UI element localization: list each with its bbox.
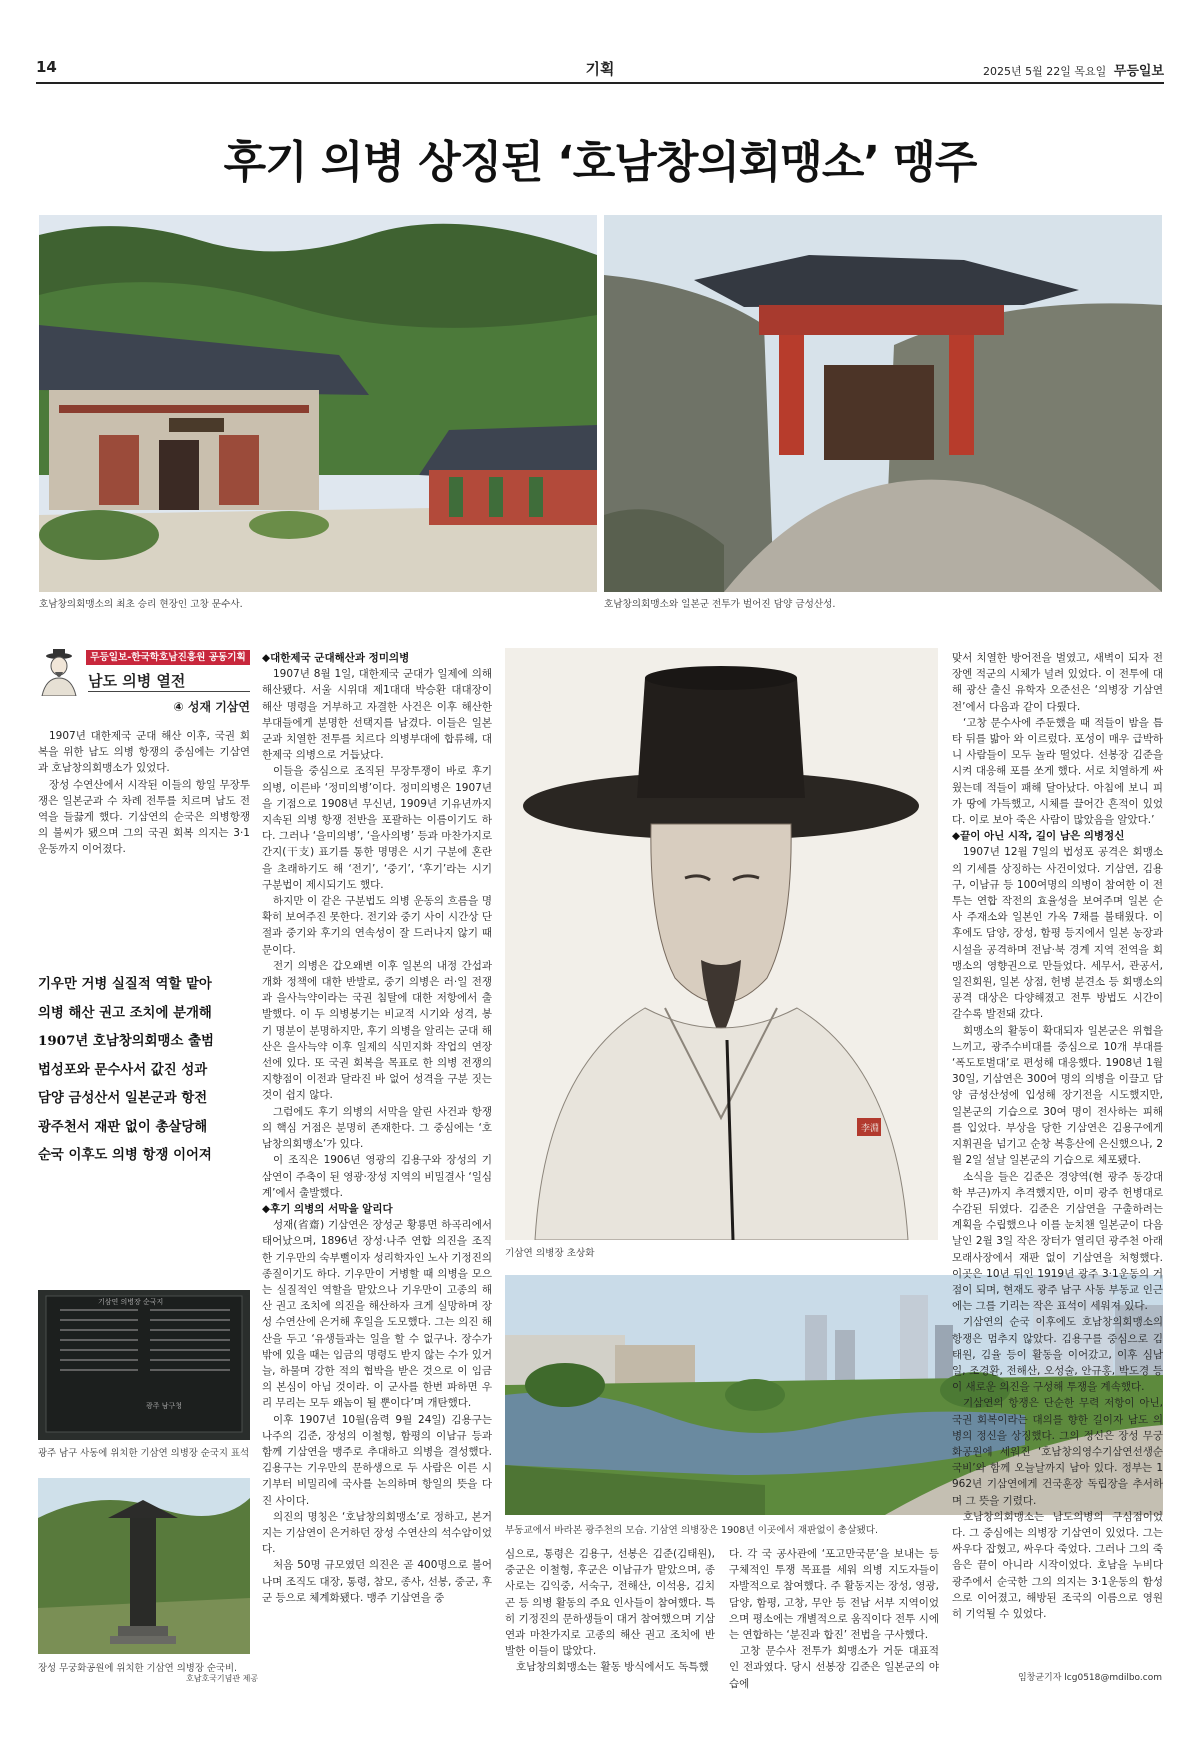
memorial-org: 광주 남구청 xyxy=(146,1402,183,1410)
pullquote-line: 법성포와 문수사서 값진 성과 xyxy=(38,1061,208,1078)
body-paragraph: 하지만 이 같은 구분법도 의병 운동의 흐름을 명확히 보여주진 못한다. 전기와 중기 사이 시간상 단절과 중기와 후기의 연속성이 잘 드러나지 않기 때문이다. xyxy=(262,895,492,956)
stream-caption: 부동교에서 바라본 광주천의 모습. 기삼연 의병장은 1908년 이곳에서 재판없이 총살됐다. xyxy=(505,1525,879,1536)
body-paragraph: 호남창의회맹소는 활동 방식에서도 독특했 xyxy=(516,1661,709,1674)
issue-date: 2025년 5월 22일 목요일 xyxy=(983,65,1107,78)
series-rule xyxy=(88,691,250,692)
sketch-portrait-icon xyxy=(38,648,80,696)
body-paragraph: 성재(省齋) 기삼연은 장성군 황룡면 하곡리에서 태어났으며, 1896년 장성·나주 연합 의진을 조직한 기우만의 숙부뻘이자 성리학자인 노사 기정진의 종질이기도 하다. 기우만이 거병할 때 의병을 모으는 실질적인 역할을 맡았으나 기우만이 고종의 해산 권고 조치에 의진을 해산하자 크게 실망하며 장성 수연산에 은거해 후일을 도모했다. 그는 의진 해산을 두고 ‘유생들과는 일을 할 수 없구나. 장수가 밖에 있을 때는 임금의 명령도 받지 않는 수가 있거늘, 하물며 강한 적의 협박을 받은 것으로 이 임금의 본심이 아님 것이라. 이 군사를 한번 파하면 우리 무리는 모두 왜놈이 될 뿐이다’며 개탄했다. xyxy=(262,1219,492,1410)
pullquote-line: 의병 해산 권고 조치에 분개해 xyxy=(38,1004,212,1021)
body-column-4 xyxy=(729,1546,939,1692)
series-title: 남도 의병 열전 xyxy=(88,672,186,690)
geumseong-fortress-photo xyxy=(604,215,1162,592)
portrait-seal xyxy=(857,1118,881,1136)
paper-name: 무등일보 xyxy=(1113,64,1164,79)
page-number: 14 xyxy=(36,58,57,76)
body-paragraph: 호남창의회맹소는 남도의병의 구심점이었다. 그 중심에는 의병장 기삼연이 있었다. 그는 싸우다 잡혔고, 싸우다 죽었다. 그러나 그의 죽음은 끝이 아니라 시작이었다. 호남을 누비다 광주에서 순국한 그의 의지는 3·1운동의 함성으로 이어졌고, 해방된 조국의 이름으로 영원히 기억될 수 있었다. xyxy=(952,1510,1163,1620)
header-rule xyxy=(36,82,1164,84)
body-paragraph: 맞서 치열한 방어전을 벌였고, 새벽이 되자 전장엔 적군의 시체가 널려 있었다. 이 전투에 대해 광산 출신 유학자 오준선은 ‘의병장 기삼연전’에서 다음과 같이 다뤘다. xyxy=(952,652,1163,713)
body-paragraph: 의진의 명칭은 ‘호남창의회맹소’로 정하고, 본거지는 기삼연이 은거하던 장성 수연산의 석수암이었다. xyxy=(262,1510,492,1556)
body-paragraph: 다. 각 국 공사관에 ‘포고만국문’을 보내는 등 구체적인 투쟁 목표를 세워 의병 지도자들이 자발적으로 참여했다. 주 활동지는 장성, 영광, 담양, 함평, 고창, 무안 등 전남 서부 지역이었으며 평소에는 개별적으로 움직이다 전투 시에는 연합하는 ‘분진과 합진’ 전법을 구사했다. xyxy=(729,1548,939,1642)
byline: 임창균기자 lcg0518@mdilbo.com xyxy=(1017,1673,1162,1683)
body-paragraph: 고창 문수사 전투가 회맹소가 거둔 대표적인 전과였다. 당시 선봉장 김준은 일본군의 야습에 xyxy=(729,1645,939,1690)
body-paragraph: 기삼연의 항쟁은 단순한 무력 저항이 아닌, 국권 회복이라는 대의를 향한 길이자 남도 의병의 정신을 상징했다. 그의 정신은 장성 무궁화공원에 세워진 ‘호남창의영수기삼연선생순국비’와 함께 오늘날까지 남아 있다. 정부는 1962년 기삼연에게 건국훈장 독립장을 추서하며 그 뜻을 기렸다. xyxy=(952,1397,1163,1507)
top-right-caption: 호남창의회맹소와 일본군 전투가 벌어진 담양 금성산성. xyxy=(604,599,836,610)
body-paragraph: 소식을 들은 김준은 경양역(현 광주 동강대학 부근)까지 추격했지만, 이미 광주 헌병대로 수감된 뒤였다. 김준은 기삼연을 구출하려는 계획을 수립했으나 이를 눈치챈 일본군이 다음 날인 2월 3일 작은 장터가 열리던 광주천 아래 모래사장에서 재판 없이 기삼연을 처형했다. 이곳은 10년 뒤인 1919년 광주 3·1운동의 거점이 되며, 현재도 광주 남구 사동 부동교 인근에는 그를 기리는 작은 표석이 세워져 있다. xyxy=(952,1170,1163,1313)
subheading: ◆후기 의병의 서막을 알리다 xyxy=(262,1202,393,1215)
pullquote-line: 기우만 거병 실질적 역할 맡아 xyxy=(38,976,212,992)
body-paragraph: 1907년 12월 7일의 법성포 공격은 회맹소의 기세를 상징하는 사건이었다. 기삼연, 김용구, 이남규 등 100여명의 의병이 참여한 이 전투는 연합 작전의 효율성을 보여주며 일본 순사 주재소와 일본인 가옥 7채를 불태웠다. 이후에도 담양, 장성, 함평 등지에서 일본 농장과 시설을 공격하며 전남·북 경계 지역 전역을 회맹소의 영향권으로 만들었다. 세무서, 관공서, 일진회원, 일본 상점, 헌병 분견소 등 회맹소의 공격 대상은 다양해졌고 전투 방법도 시간이 갈수록 발전돼 갔다. xyxy=(952,846,1163,1021)
subheading: ◆끝이 아닌 시작, 길이 남은 의병정신 xyxy=(952,830,1125,843)
body-paragraph: 기삼연의 순국 이후에도 호남창의회맹소의 항쟁은 멈추지 않았다. 김용구를 중심으로 김태원, 김율 등이 활동을 이어갔고, 이후 심남일, 조경환, 전해산, 오성술, 안규홍, 박도경 등이 새로운 의진을 구성해 투쟁을 계속했다. xyxy=(952,1316,1163,1394)
body-paragraph: 1907년 8월 1일, 대한제국 군대가 일제에 의해 해산됐다. 서울 시위대 제1대대 박승환 대대장이 해산 명령을 거부하고 자결한 사건은 이후 해산한 부대들에게 분명한 선택지를 남겼다. 이들은 일본군과 치열한 전투를 치르다 의병부대에 합류해, 대한제국 의병으로 거듭났다. xyxy=(262,668,492,762)
section-name: 기획 xyxy=(585,60,615,78)
intro-text xyxy=(38,728,250,858)
body-column-3 xyxy=(505,1546,715,1676)
series-banner: 무등일보-한국학호남진흥원 공동기획 xyxy=(86,650,250,665)
body-paragraph: 이후 1907년 10월(음력 9월 24일) 김용구는 나주의 김준, 장성의 이철형, 함평의 이남규 등과 함께 기삼연을 맹주로 추대하고 의병을 결성했다. 김용구는 기우만의 문하생으로 두 사람은 이른 시기부터 비밀리에 국사를 논의하며 항일의 뜻을 다진 사이다. xyxy=(262,1413,492,1507)
body-paragraph: 처음 50명 규모였던 의진은 곧 400명으로 불어나며 조직도 대장, 통령, 참모, 종사, 선봉, 중군, 후군 등으로 체계화됐다. 맹주 기삼연을 중 xyxy=(262,1559,492,1604)
body-paragraph: 전기 의병은 갑오왜변 이후 일본의 내정 간섭과 개화 정책에 대한 반발로, 중기 의병은 러·일 전쟁과 을사늑약이라는 국권 침탈에 대한 저항에서 출발했다. 이 두 의병봉기는 비교적 시기와 성격, 봉기 명분이 분명하지만, 후기 의병을 알리는 군대 해산은 을사늑약 이후 일제의 식민지화 작업의 연장선에 있다. 또 국권 회복을 목표로 한 의병 전쟁의 지향점이 이전과 달라진 바 없어 성격을 구분 짓는 것이 쉽지 않다. xyxy=(262,959,492,1102)
subheading: ◆대한제국 군대해산과 정미의병 xyxy=(262,652,410,664)
body-paragraph: 이 조직은 1906년 영광의 김용구와 장성의 기삼연이 주축이 된 영광·장성 지역의 비밀결사 ‘일심계’에서 출발했다. xyxy=(262,1154,492,1199)
intro-paragraph: 장성 수연산에서 시작된 이들의 항일 무장투쟁은 일본군과 수 차례 전투를 치르며 남도 전역을 들끓게 했다. 기삼연의 순국은 의병항쟁의 불씨가 됐으며 그의 국권 회복 의지는 3·1운동까지 이어졌다. xyxy=(38,778,250,856)
header-right xyxy=(983,60,1164,79)
pullquote-line: 광주천서 재판 없이 총살당해 xyxy=(38,1118,208,1135)
pullquote-line: 순국 이후도 의병 항쟁 이어져 xyxy=(38,1147,212,1163)
series-box xyxy=(38,648,250,720)
body-paragraph: 그럼에도 후기 의병의 서막을 알린 사건과 항쟁의 핵심 거점은 분명히 존재한다. 그 중심에는 ‘호남창의회맹소’가 있다. xyxy=(262,1105,492,1151)
body-column-5 xyxy=(952,650,1163,1622)
pullquote-line: 1907년 호남창의회맹소 출범 xyxy=(38,1033,214,1049)
headline: 후기 의병 상징된 ‘호남창의회맹소’ 맹주 xyxy=(223,137,977,188)
body-paragraph: 회맹소의 활동이 확대되자 일본군은 위협을 느끼고, 광주수비대를 중심으로 10개 부대를 ‘폭도토벌대’로 편성해 대응했다. 1908년 1월 30일, 기삼연은 300여 명의 의병을 이끌고 담양 금성산성에 입성해 장기전을 시도했지만, 일본군의 기습으로 30여 명이 전사하는 피해를 입었다. 부상을 당한 기삼연은 김용구에게 지휘권을 넘기고 순창 복흥산에 은신했으나, 2월 2일 설날 일본군의 기습으로 체포됐다. xyxy=(952,1024,1163,1167)
memorial-stone-photo xyxy=(38,1290,250,1440)
body-paragraph: ‘고창 문수사에 주둔했을 때 적들이 밤을 틈타 뒤를 밟아 와 이르렀다. 포성이 매우 급박하니 사람들이 모두 놀라 떨었다. 선봉장 김준을 시켜 대응해 포를 쏘게 했다. 서로 치열하게 싸웠는데 적들이 패해 달아났다. 아침에 보니 피가 땅에 가득했고, 시체를 끌어간 흔적이 있었다. 이로 보아 죽은 사람이 많았음을 알았다.’ xyxy=(952,716,1163,827)
svg-text:李淵: 李淵 xyxy=(861,1124,880,1134)
top-left-caption: 호남창의회맹소의 최초 승리 현장인 고창 문수사. xyxy=(39,599,243,610)
body-paragraph: 이들을 중심으로 조직된 무장투쟁이 바로 후기 의병, 이른바 ‘정미의병’이다. 정미의병은 1907년을 기점으로 1908년 무신년, 1909년 기유년까지 지속된 의병 항쟁 전반을 포괄하는 이름이기도 하다. 그러나 ‘을미의병’, ‘을사의병’ 등과 마찬가지로 간지(干支) 표기를 통한 명명은 시기 구분에 혼란을 초래하기도 해 ‘전기’, ‘중기’, ‘후기’라는 시기 구분법이 제시되기도 했다. xyxy=(262,765,492,891)
memorial-caption: 광주 남구 사동에 위치한 기삼연 의병장 순국지 표석 xyxy=(38,1448,250,1459)
gi-samyeon-portrait xyxy=(505,648,938,1240)
munsusa-temple-photo xyxy=(39,215,597,592)
portrait-caption: 기삼연 의병장 초상화 xyxy=(505,1248,595,1259)
monument-credit: 호남호국기념관 제공 xyxy=(186,1674,259,1683)
memorial-inscription: 기삼연 의병장 순국지 xyxy=(98,1298,164,1306)
monument-photo xyxy=(38,1478,250,1654)
pullquote xyxy=(38,970,250,1170)
body-paragraph: 심으로, 통령은 김용구, 선봉은 김준(김태원), 중군은 이철형, 후군은 이남규가 맡았으며, 종사로는 김익중, 서숙구, 전해산, 이석용, 김치곤 등 의병 활동의 주요 인사들이 참여했다. 특히 기정진의 문하생들이 대거 참여했으며 기삼연과 마찬가지로 고종의 해산 권고 조치에 반발한 이들이 많았다. xyxy=(505,1548,715,1658)
pullquote-line: 담양 금성산서 일본군과 항전 xyxy=(38,1090,208,1106)
intro-paragraph: 1907년 대한제국 군대 해산 이후, 국권 회복을 위한 남도 의병 항쟁의 중심에는 기삼연과 호남창의회맹소가 있었다. xyxy=(38,730,250,775)
monument-caption: 장성 무궁화공원에 위치한 기삼연 의병장 순국비. xyxy=(38,1663,238,1674)
series-number-name: ④ 성재 기삼연 xyxy=(173,700,250,714)
body-column-2 xyxy=(262,650,492,1606)
